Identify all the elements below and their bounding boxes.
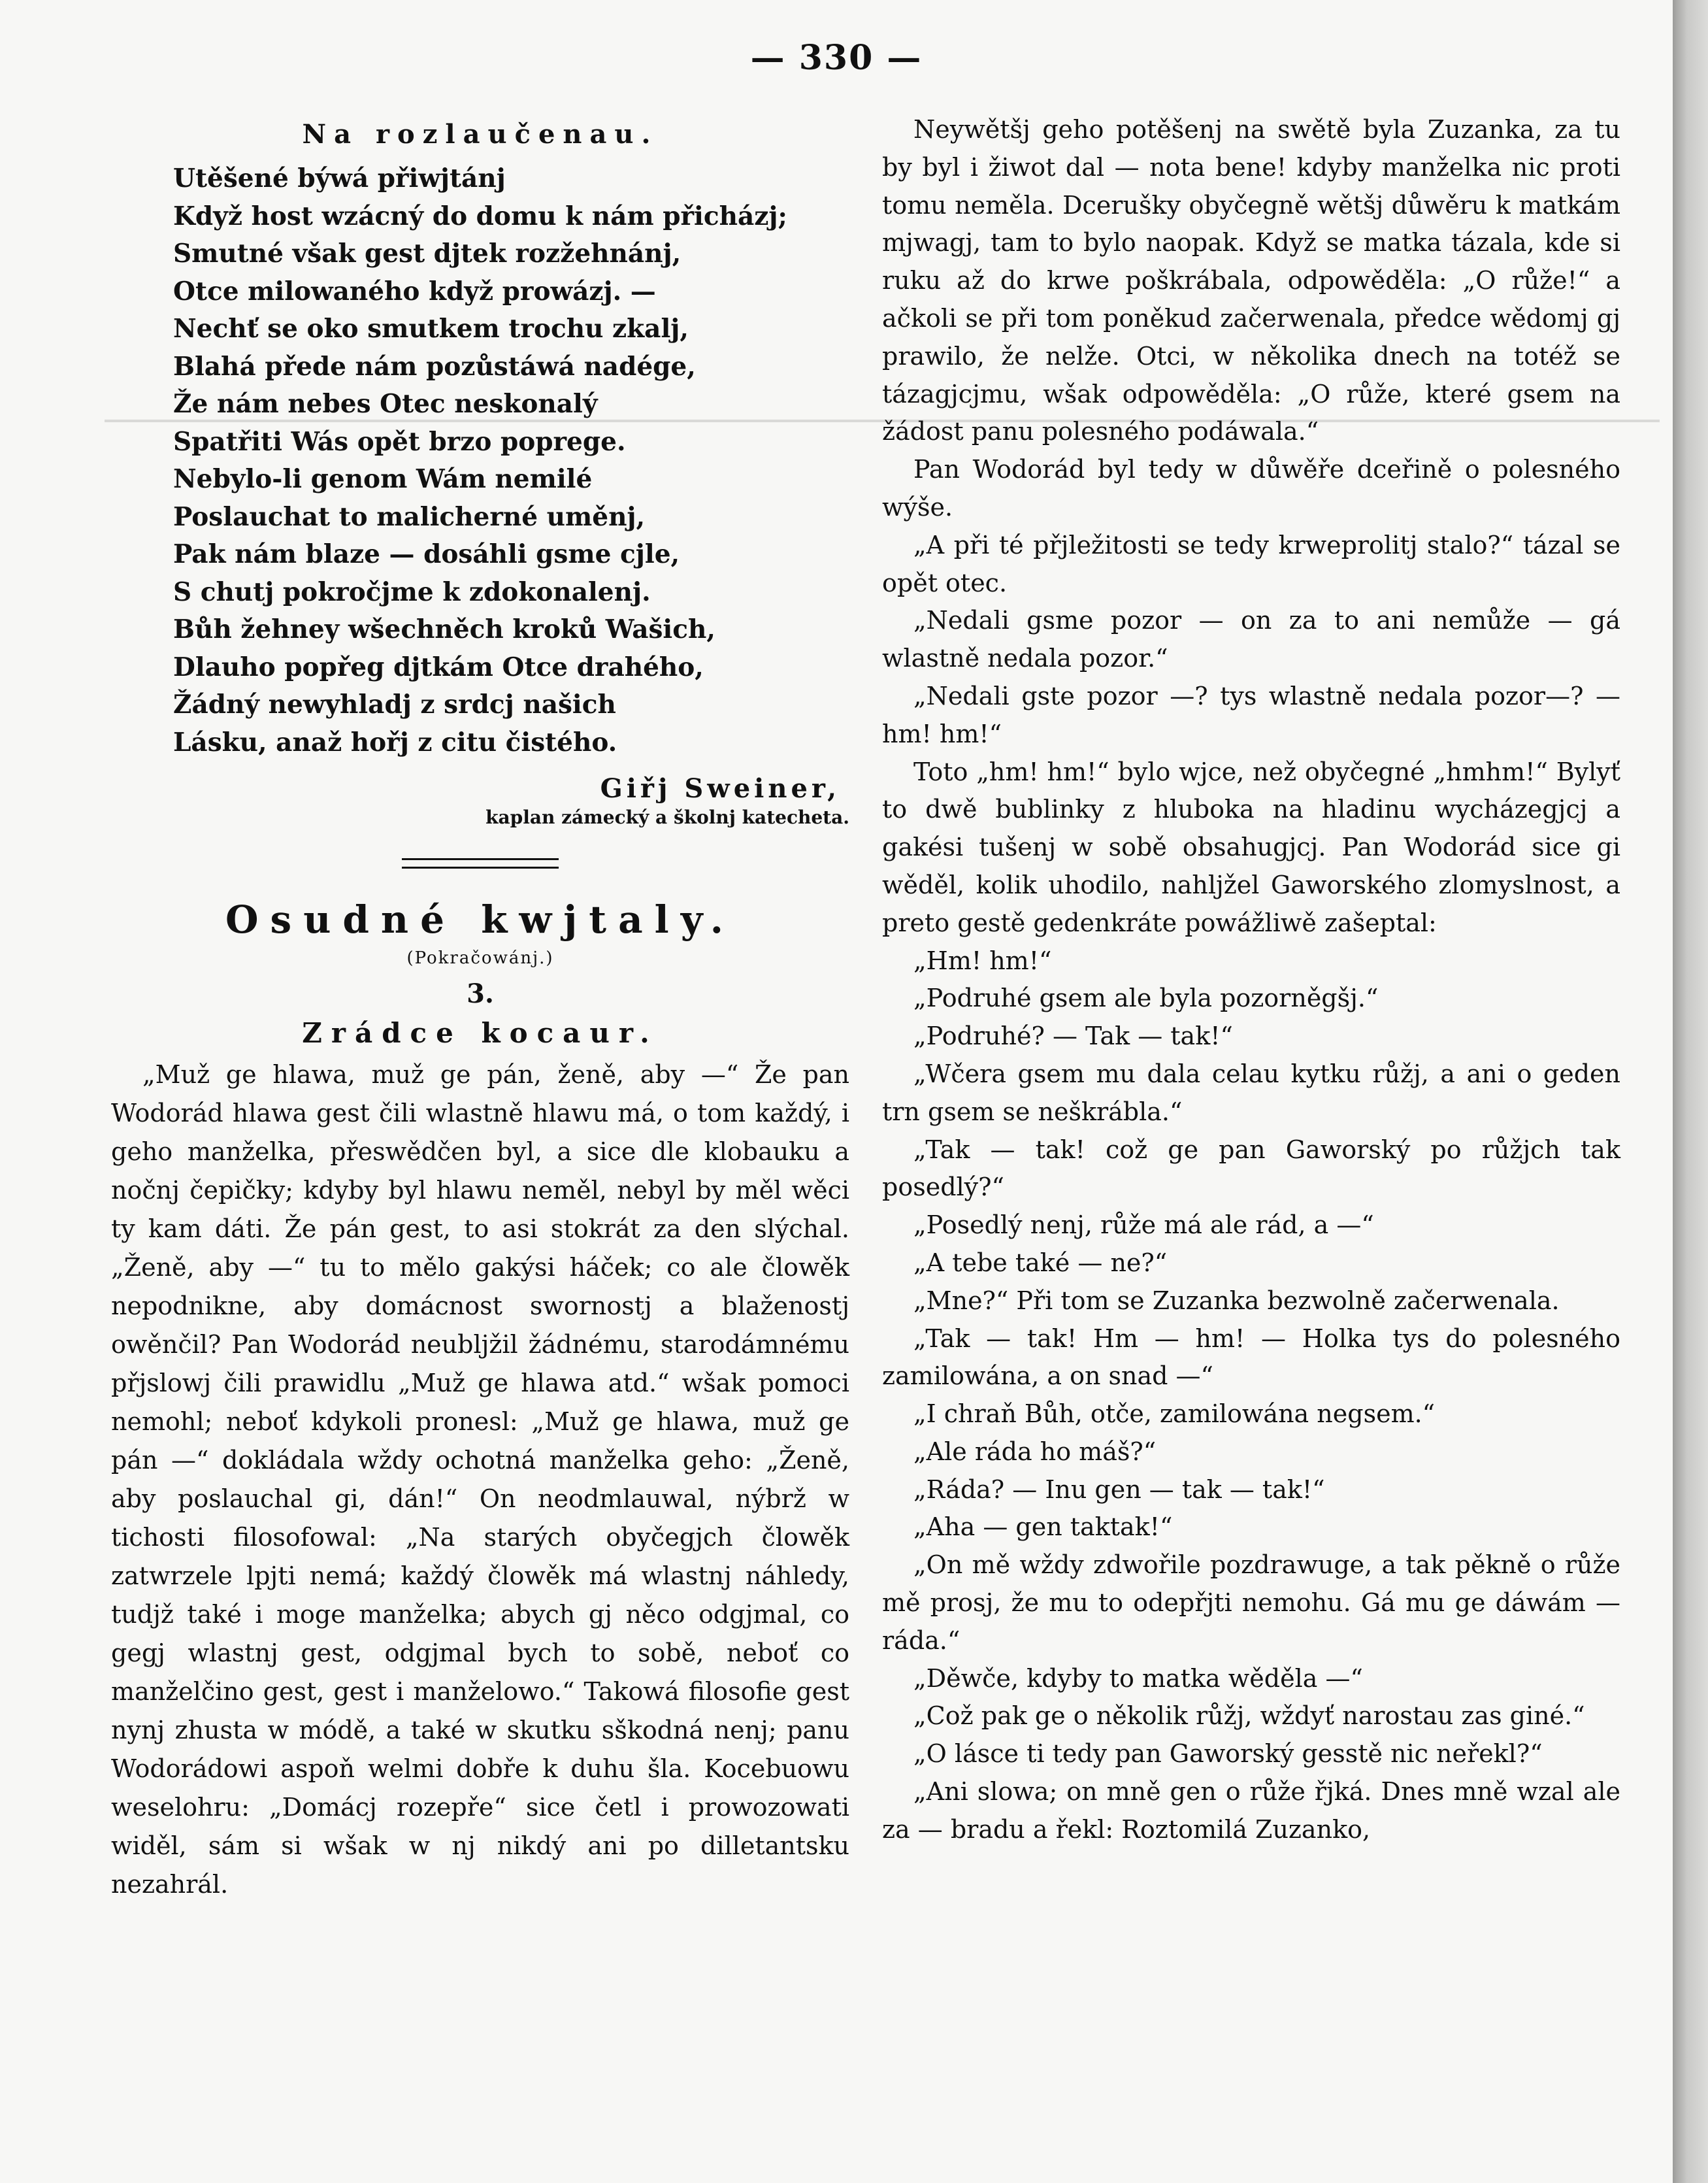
story-paragraph: „Aha — gen taktak!“: [913, 1512, 1173, 1542]
poem-line: Spatřiti Wás opět brzo poprege.: [173, 426, 626, 457]
story-paragraph: Neywětšj geho potěšenj na swětě byla Zuzanka, za tu by byl i žiwot dal — nota bene! kdyby manželka nic proti tomu neměla. Dcerušky obyčegně wětšj důwěru k matkám mjwagj, tam to bylo naopak. Když se matka tázala, kde si ruku až do krwe poškrábala, odpowěděla: „O růže!“ a ačkoli se při tom poněkud začerwenala, předce wědomj gj prawilo, že nelže. Otci, w několika dnech na totéž se tázagjcjmu, wšak odpowěděla: „O růže, které gsem na žádost panu polesného podáwala.“: [882, 115, 1620, 446]
story-paragraph: „Tak — tak! což ge pan Gaworský po růžjch tak posedlý?“: [882, 1135, 1620, 1202]
story-continued-note: (Pokračowánj.): [406, 948, 554, 968]
story-paragraph: „Ani slowa; on mně gen o růže řjká. Dnes mně wzal ale za — bradu a řekl: Roztomilá Zuzanko,: [882, 1777, 1620, 1844]
poem-signature-title: kaplan zámecký a školnj katecheta.: [485, 807, 849, 828]
poem-line: S chutj pokročjme k zdokonalenj.: [173, 576, 651, 607]
story-paragraph: „Ráda? — Inu gen — tak — tak!“: [913, 1475, 1325, 1504]
poem-line: Dlauho popřeg djtkám Otce drahého,: [173, 652, 704, 682]
story-paragraph: „A tebe také — ne?“: [913, 1248, 1168, 1277]
story-paragraph: „On mě wždy zdwořile pozdrawuge, a tak pěkně o růže mě prosj, že mu to odepřjti nemohu. Gá mu ge dáwám — ráda.“: [882, 1550, 1620, 1655]
story-paragraph: „Wčera gsem mu dala celau kytku růžj, a ani o geden trn gsem se neškrábla.“: [882, 1059, 1620, 1126]
chapter-number: 3.: [467, 978, 494, 1009]
story-paragraph: Toto „hm! hm!“ bylo wjce, než obyčegné „hmhm!“ Bylyť to dwě bublinky z hluboka na hladinu wycházegjcj a gakési tušenj w sobě obsahugjcj. Pan Wodorád sice gi wěděl, kolik uhodilo, nahljžel Gaworského zlomyslnost, a preto gestě gedenkráte powážliwě zašeptal:: [882, 757, 1620, 937]
poem-line: Lásku, anaž hořj z citu čistého.: [173, 727, 617, 758]
page-edge-shadow: [1673, 0, 1708, 2183]
story-title: Osudné kwjtaly.: [225, 897, 735, 942]
poem-line: Smutné však gest djtek rozžehnánj,: [173, 239, 682, 269]
story-paragraph: „Tak — tak! Hm — hm! — Holka tys do polesného zamilowána, a on snad —“: [882, 1324, 1620, 1391]
poem-lines: [111, 160, 849, 761]
poem-line: Otce milowaného když prowázj. —: [173, 276, 656, 307]
right-column: [882, 111, 1620, 1849]
story-paragraph: „Hm! hm!“: [913, 946, 1052, 975]
poem-line: Že nám nebes Otec neskonalý: [173, 389, 598, 419]
story-paragraph: „Nedali gsme pozor — on za to ani nemůže — gá wlastně nedala pozor.“: [882, 606, 1620, 673]
story-paragraph: „Což pak ge o několik růžj, wždyť narostau zas giné.“: [913, 1701, 1585, 1731]
story-paragraph: „I chraň Bůh, otče, zamilowána negsem.“: [913, 1399, 1436, 1429]
poem-title: Na rozlaučenau.: [302, 119, 659, 150]
poem-line: Utěšené býwá přiwjtánj: [173, 163, 506, 193]
poem-signature: Giřj Sweiner,: [600, 773, 840, 804]
story-paragraph: „Mne?“ Při tom se Zuzanka bezwolně začerwenala.: [913, 1286, 1560, 1315]
story-paragraph: „Ale ráda ho máš?“: [913, 1437, 1157, 1466]
story-paragraph: „Nedali gste pozor —? tys wlastně nedala pozor—? — hm! hm!“: [882, 681, 1620, 748]
story-paragraph: „A při té přjležitosti se tedy krweprolitj stalo?“ tázal se opět otec.: [882, 530, 1620, 597]
left-column: [111, 111, 849, 1904]
story-paragraph: „Děwče, kdyby to matka wěděla —“: [913, 1663, 1363, 1693]
chapter-title: Zrádce kocaur.: [302, 1017, 659, 1049]
poem-line: Nebylo-li genom Wám nemilé: [173, 464, 593, 494]
poem-line: Když host wzácný do domu k nám přicházj;: [173, 201, 787, 231]
poem-line: Bůh žehney wšechněch kroků Wašich,: [173, 614, 715, 644]
story-paragraph: Pan Wodorád byl tedy w důwěře dceřině o polesného wýše.: [882, 455, 1620, 522]
poem-line: Nechť se oko smutkem trochu zkalj,: [173, 314, 689, 344]
poem-line: Poslauchat to malicherné uměnj,: [173, 501, 646, 532]
story-paragraph: „O lásce ti tedy pan Gaworský gesstě nic neřekl?“: [913, 1739, 1543, 1769]
poem-line: Pak nám blaze — dosáhli gsme cjle,: [173, 539, 680, 569]
story-paragraph: „Muž ge hlawa, muž ge pán, ženě, aby —“ Že pan Wodorád hlawa gest čili wlastně hlawu má, o tom každý, i geho manželka, přeswědčen byl, a sice dle klobauku a nočnj čepičky; kdyby byl hlawu neměl, nebyl by měl wěci ty kam dáti. Že pán gest, to asi stokrát za den slýchal. „Ženě, aby —“ tu to mělo gakýsi háček; co ale člowěk nepodnikne, aby domácnost swornostj a blaženostj owěnčil? Pan Wodorád neublјžil žádnému, starodámnému přjslowj čili prawidlu „Muž ge hlawa atd.“ wšak pomoci nemohl; neboť kdykoli pronesl: „Muž ge hlawa, muž ge pán —“ dokládala wždy ochotná manželka geho: „Ženě, aby poslauchal gi, dán!“ On neodmlauwal, nýbrž w tichosti filosofowal: „Na starých obyčegjch člowěk zatwrzele lpjti nemá; každý člowěk má wlastnj náhledy, tudjž také i moge manželka; abych gj něco odgjmal, co gegj wlastnj gest, odgjmal bych to sobě, neboť co manželčino gest, gest i manželowo.“ Takowá filosofie gest nynj zhusta w módě, a také w skutku sškodná nenj; panu Wodorádowi aspoň welmi dobře k duhu šla. Kocebuowu weselohru: „Domácj rozepře“ sice četl i prowozowati widěl, sám si wšak w nj nikdý ani po dilletantsku nezahrál.: [111, 1060, 849, 1899]
section-divider: [402, 858, 559, 869]
story-paragraph: „Podruhé gsem ale byla pozorněgšj.“: [913, 984, 1379, 1013]
poem-line: Žádný newyhladj z srdcj našich: [173, 690, 616, 720]
story-paragraph: „Posedlý nenj, růže má ale rád, a —“: [913, 1210, 1374, 1240]
page-number: — 330 —: [750, 38, 923, 78]
poem-line: Blahá přede nám pozůstáwá nadége,: [173, 351, 696, 382]
story-paragraph: „Podruhé? — Tak — tak!“: [913, 1022, 1233, 1051]
